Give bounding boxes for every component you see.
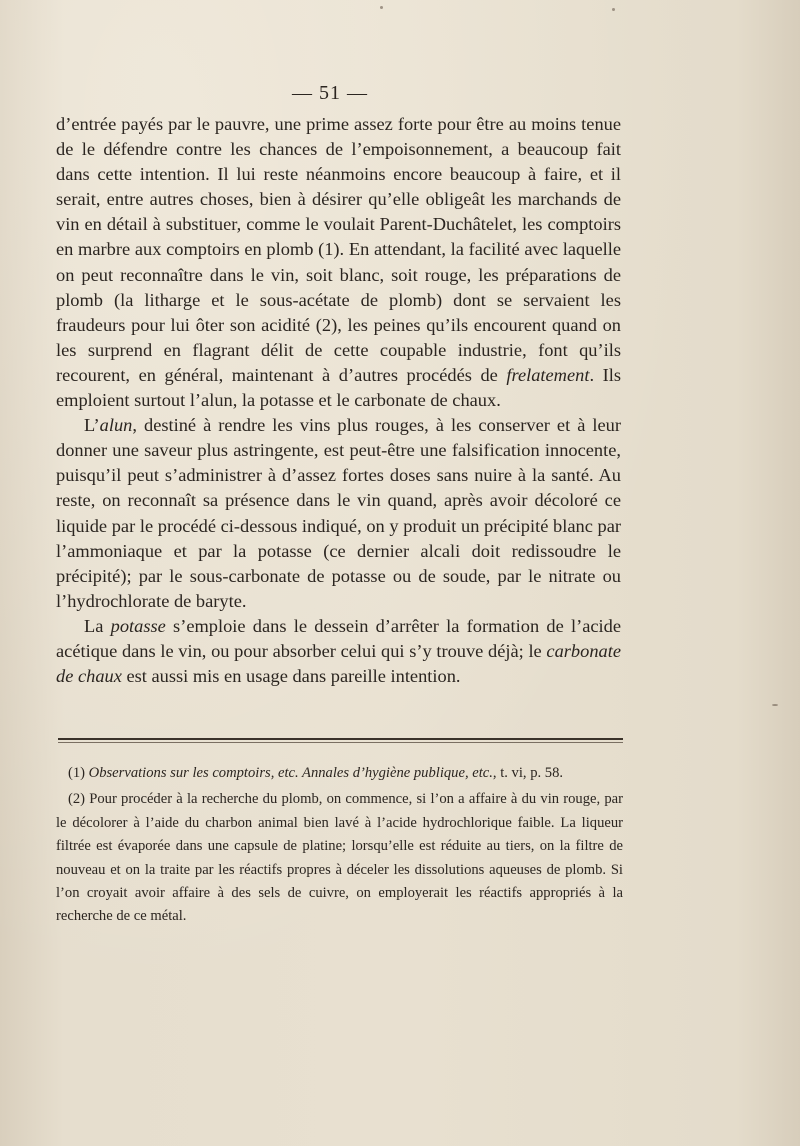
text-run: (2) Pour procéder à la recherche du plomb, on commence, si l’on a affaire à du vin rouge, par le décolorer à l’aide du charbon animal bien lavé à l’acide hydrochlorique faible. La liqueur filtrée est évaporée dans une capsule de platine; lorsqu’elle est réduite au tiers, on la filtre de nouveau et on la traite par les réactifs propres à déceler les dissolutions aqueuses de plomb. Si l’on croyait avoir affaire à des sels de cuivre, on employerait les réactifs appropriés à la recherche de ce métal.	[56, 791, 623, 925]
text-run: L’	[84, 415, 100, 436]
footnote-divider	[58, 738, 623, 740]
italic-term-carbonate: carbonate de chaux	[56, 640, 621, 687]
paper-speck	[612, 8, 615, 11]
text-run: , destiné à rendre les vins plus rouges, à les conserver et à leur donner une saveur plus astringente, est peut-être une falsification innocente, puisqu’il peut s’administrer à d’assez fortes doses sans nuire à la santé. Au reste, on reconnaît sa présence dans le vin quand, après avoir décoloré ce liquide par le procédé ci-dessous indiqué, on y produit un précipité blanc par l’ammoniaque et par la potasse (ce dernier alcali doit redissoudre le précipité); par le sous-carbonate de potasse ou de soude, par le nitrate ou l’hydrochlorate de baryte.	[56, 415, 621, 611]
text-run: est aussi mis en usage dans pareille intention.	[121, 666, 461, 687]
footnote-1	[56, 762, 623, 785]
paragraph-1	[56, 112, 621, 413]
italic-term-potasse: potasse	[110, 615, 166, 636]
italic-term-frelatement: frelatement	[506, 364, 590, 385]
page-number: — 51 —	[292, 82, 368, 104]
text-run: s’emploie dans le dessein d’arrêter la formation de l’acide acétique dans le vin, ou pour absorber celui qui s’y trouve déjà; le	[56, 615, 621, 661]
footnote-citation: Observations sur les comptoirs, etc. Annales d’hygiène publique, etc.	[88, 765, 493, 781]
paper-speck	[772, 704, 778, 706]
text-run: (1)	[68, 765, 89, 781]
text-run: d’entrée payés par le pauvre, une prime assez forte pour être au moins tenue de le défendre contre les chances de l’empoisonnement, a beaucoup fait dans cette intention. Il lui reste néanmoins encore beaucoup à faire, et il serait, entre autres choses, bien à désirer qu’elle obligeât les marchands de vin en détail à substituer, comme le voulait Parent-Duchâtelet, les comptoirs en marbre aux comptoirs en plomb (1). En attendant, la facilité avec laquelle on peut reconnaître dans le vin, soit blanc, soit rouge, les préparations de plomb (la litharge et le sous-acétate de plomb) dont se servaient les fraudeurs pour lui ôter son acidité (2), les peines qu’ils encourent quand on les surprend en flagrant délit de cette coupable industrie, font qu’ils recourent, en général, maintenant à d’autres procédés de	[56, 114, 621, 385]
paragraph-2	[56, 413, 621, 614]
body-text	[56, 112, 621, 689]
italic-term-alun: alun	[99, 415, 133, 436]
footnotes	[56, 762, 623, 929]
paper-speck	[380, 6, 383, 9]
footnote-2	[56, 788, 623, 928]
text-run: , t. vi, p. 58.	[492, 765, 564, 781]
text-run: La	[84, 615, 111, 636]
paragraph-3	[56, 614, 621, 689]
footnote-divider-thin	[58, 742, 623, 743]
text-run: . Ils emploient surtout l’alun, la potasse et le carbonate de chaux.	[56, 364, 621, 411]
